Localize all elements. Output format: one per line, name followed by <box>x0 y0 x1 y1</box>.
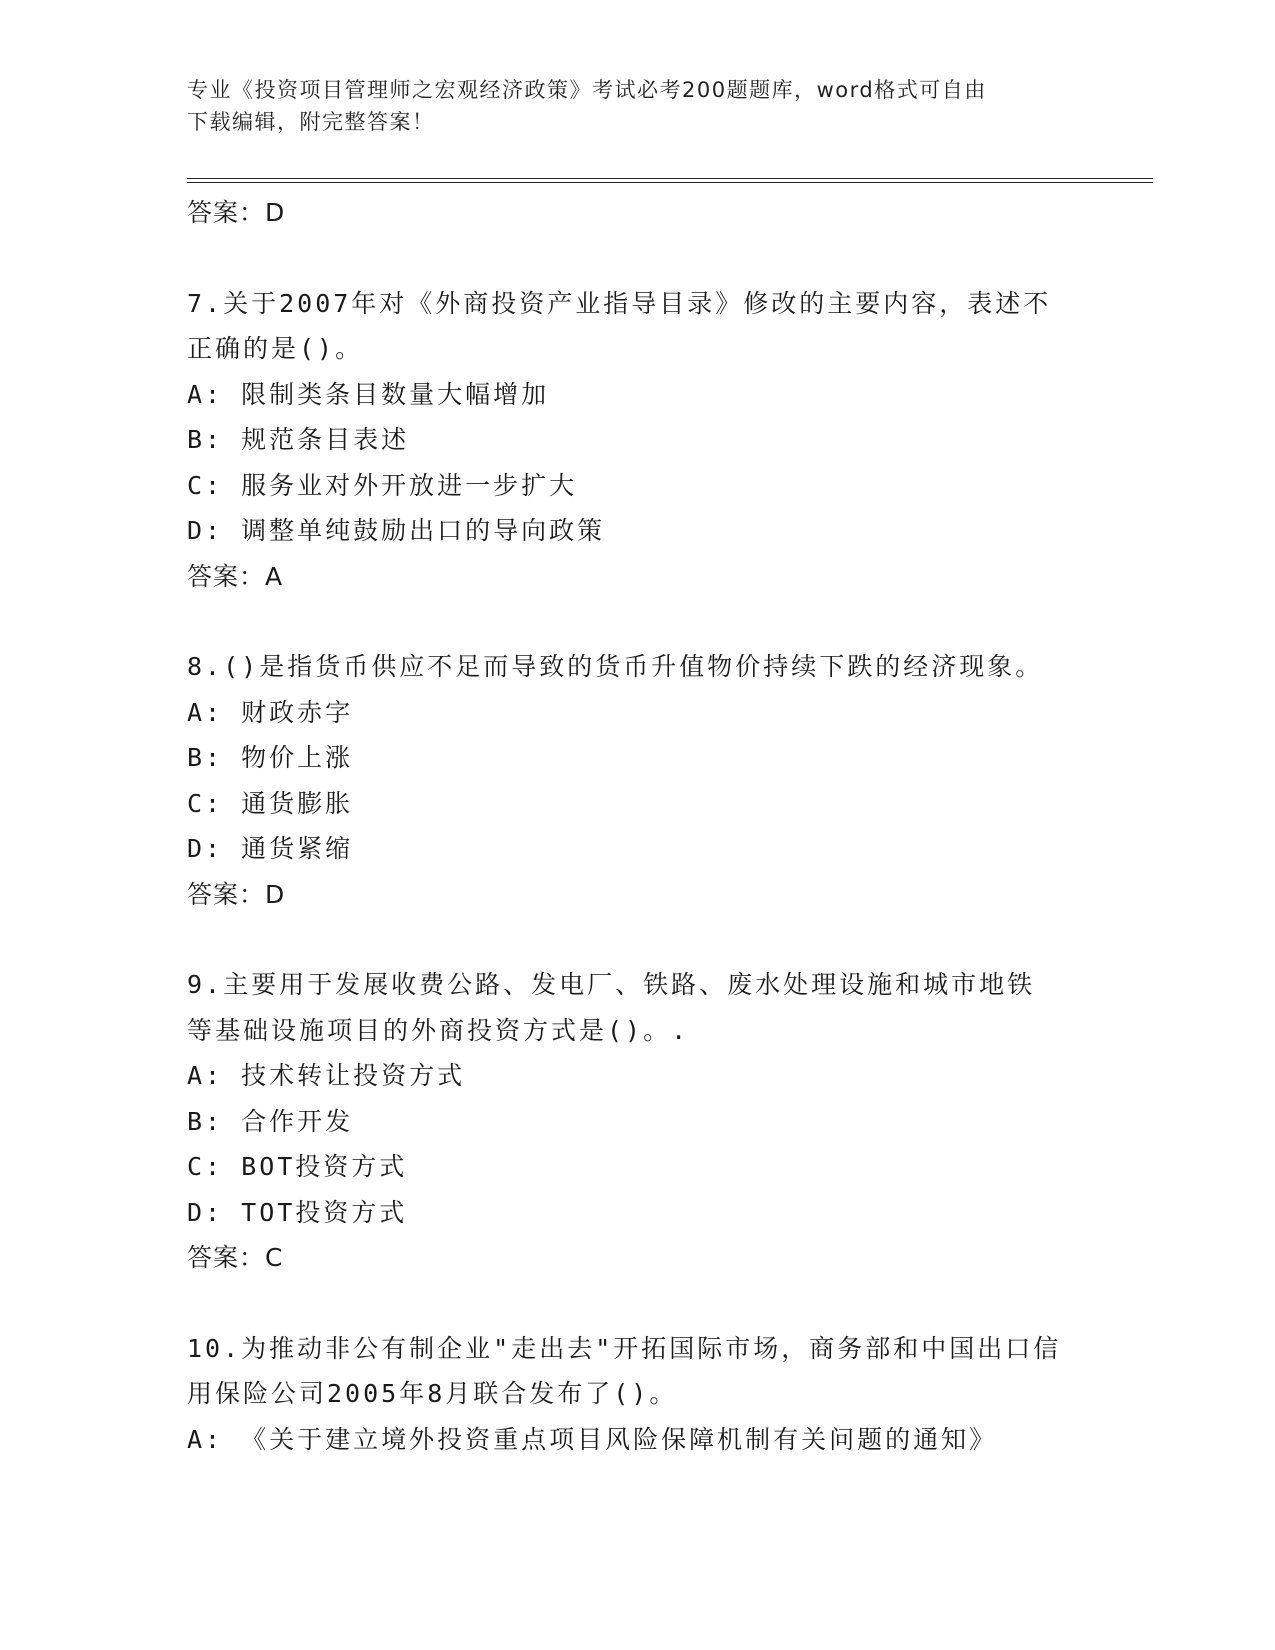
page-header <box>187 74 1067 138</box>
answer-line: 答案：D <box>187 198 286 227</box>
header-line-1: 专业《投资项目管理师之宏观经济政策》考试必考200题题库，word格式可自由 <box>187 78 987 102</box>
header-line-2: 下载编辑，附完整答案！ <box>187 110 435 134</box>
option-a: A: 《关于建立境外投资重点项目风险保障机制有关问题的通知》 <box>187 1424 998 1454</box>
question-block <box>187 644 1087 917</box>
option-a: A: 技术转让投资方式 <box>187 1061 466 1090</box>
question-stem: 等基础设施项目的外商投资方式是()。. <box>187 1015 690 1045</box>
option-a: A: 财政赤字 <box>187 697 354 727</box>
question-block <box>187 281 1087 600</box>
option-c: C: BOT投资方式 <box>187 1152 408 1181</box>
question-stem: 9.主要用于发展收费公路、发电厂、铁路、废水处理设施和城市地铁 <box>187 970 1036 999</box>
question-stem: 7.关于2007年对《外商投资产业指导目录》修改的主要内容，表述不 <box>187 288 1052 318</box>
header-divider <box>187 178 1153 183</box>
question-block <box>187 1326 1087 1463</box>
option-d: D: 通货紧缩 <box>187 834 354 863</box>
option-b: B: 物价上涨 <box>187 743 354 772</box>
answer-line: 答案：C <box>187 1243 284 1272</box>
option-d: D: 调整单纯鼓励出口的导向政策 <box>187 516 606 545</box>
question-stem: 8.()是指货币供应不足而导致的货币升值物价持续下跌的经济现象。 <box>187 652 1044 681</box>
option-d: D: TOT投资方式 <box>187 1197 408 1227</box>
option-b: B: 合作开发 <box>187 1106 354 1136</box>
option-c: C: 通货膨胀 <box>187 788 354 818</box>
option-c: C: 服务业对外开放进一步扩大 <box>187 470 578 500</box>
question-list <box>187 190 1087 1462</box>
question-block <box>187 962 1087 1281</box>
option-a: A: 限制类条目数量大幅增加 <box>187 379 550 409</box>
answer-line: 答案：A <box>187 561 284 591</box>
question-stem: 用保险公司2005年8月联合发布了()。 <box>187 1379 678 1408</box>
question-stem: 正确的是()。 <box>187 334 364 363</box>
answer-line: 答案：D <box>187 879 286 909</box>
option-b: B: 规范条目表述 <box>187 425 410 454</box>
question-stem: 10.为推动非公有制企业"走出去"开拓国际市场，商务部和中国出口信 <box>187 1333 1062 1363</box>
